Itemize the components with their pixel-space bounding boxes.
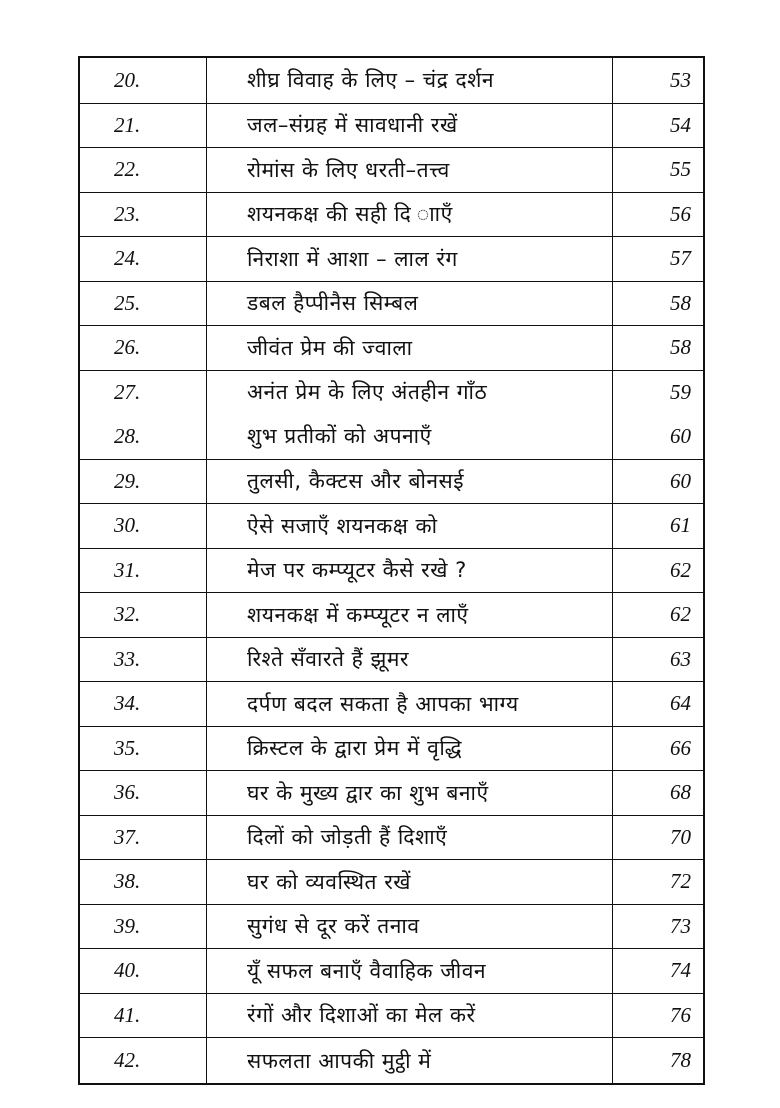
page-number: 55 xyxy=(670,157,691,182)
page-number: 73 xyxy=(670,913,691,938)
page-number: 60 xyxy=(670,468,691,493)
chapter-number: 32. xyxy=(80,593,207,637)
chapter-number: 24. xyxy=(80,237,207,281)
toc-row xyxy=(80,58,703,103)
toc-row xyxy=(80,1037,703,1083)
chapter-number: 33. xyxy=(80,638,207,682)
page-number: 64 xyxy=(670,691,691,716)
toc-row xyxy=(80,103,703,148)
chapter-title: रोमांस के लिए धरती–तत्त्व xyxy=(207,148,613,192)
chapter-number: 36. xyxy=(80,771,207,815)
chapter-title: अनंत प्रेम के लिए अंतहीन गाँठ xyxy=(207,371,613,415)
chapter-number: 31. xyxy=(80,549,207,593)
page-number: 66 xyxy=(670,735,691,760)
toc-row xyxy=(80,192,703,237)
toc-row xyxy=(80,770,703,815)
chapter-title: रंगों और दिशाओं का मेल करें xyxy=(207,994,613,1038)
chapter-title: मेज पर कम्प्यूटर कैसे रखे ? xyxy=(207,549,613,593)
toc-row xyxy=(80,414,703,459)
page-number: 58 xyxy=(670,335,691,360)
page-number: 54 xyxy=(670,112,691,137)
chapter-title: निराशा में आशा – लाल रंग xyxy=(207,237,613,281)
chapter-number: 38. xyxy=(80,860,207,904)
chapter-number: 34. xyxy=(80,682,207,726)
toc-row xyxy=(80,147,703,192)
chapter-number: 23. xyxy=(80,193,207,237)
chapter-number: 25. xyxy=(80,282,207,326)
chapter-number: 30. xyxy=(80,504,207,548)
toc-row xyxy=(80,904,703,949)
chapter-number: 41. xyxy=(80,994,207,1038)
toc-row xyxy=(80,236,703,281)
chapter-number: 21. xyxy=(80,104,207,148)
page-number: 53 xyxy=(670,67,691,92)
chapter-title: जल–संग्रह में सावधानी रखें xyxy=(207,104,613,148)
page-number: 61 xyxy=(670,513,691,538)
toc-row xyxy=(80,281,703,326)
chapter-title: रिश्ते सँवारते हैं झूमर xyxy=(207,638,613,682)
toc-row xyxy=(80,592,703,637)
page-number: 63 xyxy=(670,646,691,671)
toc-row xyxy=(80,503,703,548)
page-number: 76 xyxy=(670,1002,691,1027)
chapter-title: शुभ प्रतीकों को अपनाएँ xyxy=(207,414,613,459)
chapter-number: 20. xyxy=(80,58,207,103)
toc-row xyxy=(80,948,703,993)
toc-row xyxy=(80,859,703,904)
chapter-title: शयनकक्ष में कम्प्यूटर न लाएँ xyxy=(207,593,613,637)
page-number: 58 xyxy=(670,290,691,315)
table-of-contents xyxy=(78,56,705,1085)
toc-row xyxy=(80,726,703,771)
page-number: 62 xyxy=(670,602,691,627)
chapter-number: 42. xyxy=(80,1038,207,1083)
chapter-number: 39. xyxy=(80,905,207,949)
chapter-title: डबल हैप्पीनैस सिम्बल xyxy=(207,282,613,326)
toc-row xyxy=(80,370,703,415)
chapter-title: क्रिस्टल के द्वारा प्रेम में वृद्धि xyxy=(207,727,613,771)
chapter-title: यूँ सफल बनाएँ वैवाहिक जीवन xyxy=(207,949,613,993)
toc-row xyxy=(80,548,703,593)
chapter-title: जीवंत प्रेम की ज्वाला xyxy=(207,326,613,370)
page-number: 57 xyxy=(670,246,691,271)
chapter-title: ऐसे सजाएँ शयनकक्ष को xyxy=(207,504,613,548)
chapter-title: दर्पण बदल सकता है आपका भाग्य xyxy=(207,682,613,726)
chapter-title: शयनकक्ष की सही दि ााएँ xyxy=(207,193,613,237)
chapter-title: दिलों को जोड़ती हैं दिशाएँ xyxy=(207,816,613,860)
toc-row xyxy=(80,993,703,1038)
chapter-title: सुगंध से दूर करें तनाव xyxy=(207,905,613,949)
toc-row xyxy=(80,637,703,682)
page-number: 59 xyxy=(670,379,691,404)
page-number: 62 xyxy=(670,557,691,582)
chapter-number: 29. xyxy=(80,460,207,504)
toc-row xyxy=(80,815,703,860)
chapter-number: 26. xyxy=(80,326,207,370)
chapter-number: 22. xyxy=(80,148,207,192)
chapter-title: शीघ्र विवाह के लिए – चंद्र दर्शन xyxy=(207,58,613,103)
chapter-title: सफलता आपकी मुट्ठी में xyxy=(207,1038,613,1083)
toc-row xyxy=(80,459,703,504)
chapter-number: 27. xyxy=(80,371,207,415)
page-number: 68 xyxy=(670,780,691,805)
page-number: 56 xyxy=(670,201,691,226)
chapter-title: घर के मुख्य द्वार का शुभ बनाएँ xyxy=(207,771,613,815)
page-number: 78 xyxy=(670,1048,691,1072)
page-number: 72 xyxy=(670,869,691,894)
page-number: 60 xyxy=(670,423,691,448)
toc-row xyxy=(80,681,703,726)
toc-row xyxy=(80,325,703,370)
chapter-title: घर को व्यवस्थित रखें xyxy=(207,860,613,904)
page-number: 70 xyxy=(670,824,691,849)
chapter-number: 35. xyxy=(80,727,207,771)
chapter-number: 40. xyxy=(80,949,207,993)
page-number: 74 xyxy=(670,958,691,983)
chapter-number: 28. xyxy=(80,414,207,459)
chapter-title: तुलसी, कैक्टस और बोनसई xyxy=(207,460,613,504)
chapter-number: 37. xyxy=(80,816,207,860)
